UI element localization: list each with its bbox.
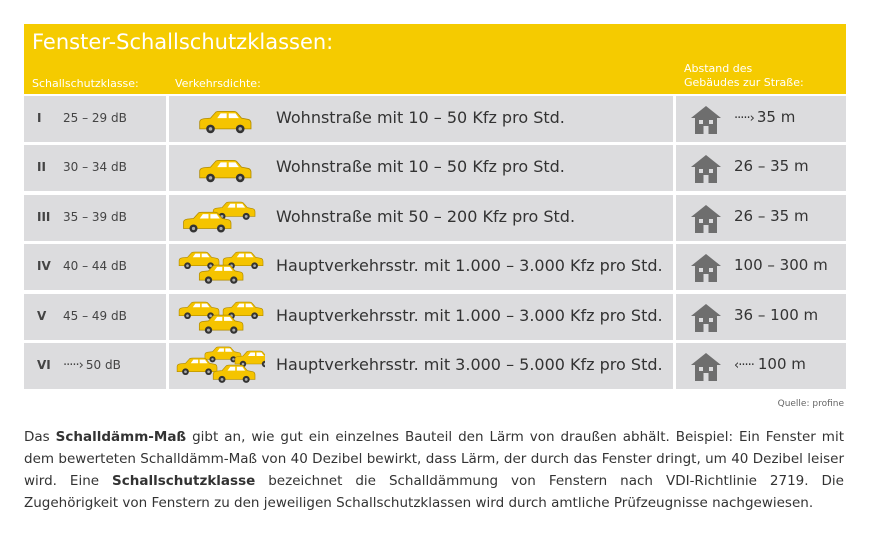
page-title: Fenster-Schallschutzklassen: [32,30,334,54]
class-cell [24,96,166,142]
car-icon [175,296,265,338]
traffic-cell [169,96,673,142]
car-icon [175,98,265,140]
table-row [24,294,846,340]
decibel-value: 40 – 44 dB [63,259,127,274]
column-header-distance [684,62,804,90]
traffic-cell [169,145,673,191]
distance-cell [676,96,846,142]
description-text [24,426,844,514]
column-header-traffic: Verkehrsdichte: [175,77,261,90]
car-icon [175,345,265,387]
distance-value: 26 – 35 m [734,157,809,176]
source-note: Quelle: profine [777,399,844,409]
decibel-value: 30 – 34 dB [63,160,127,175]
traffic-density: Wohnstraße mit 50 – 200 Kfz pro Std. [276,206,576,226]
table-row [24,145,846,191]
distance-range [734,207,809,225]
description-segment: bezeichnet die Schalldämmung von Fenstern nach VDI-Richtlinie 2719. Die Zugehörigkeit von Fenstern zu den jeweiligen Schallschutzklassen wird durch amtliche Prüfzeugnisse nachgewiesen. [24,473,844,511]
distance-range [734,157,809,175]
traffic-cell [169,294,673,340]
description-segment: gibt an, wie gut ein einzelnes Bauteil den Lärm von draußen abhält. Beispiel: Ein Fenster mit dem bewerteten Schalldämm-Maß von 40 Dezibel bewirkt, dass Lärm, der durch das Fenster dringt, um 40 Dezibel leiser wird. Eine [24,429,845,489]
distance-cell [676,195,846,241]
class-cell [24,343,166,389]
description-term: Schalldämm-Maß [55,429,187,445]
column-header-distance-line1: Abstand des [684,62,753,75]
house-icon [690,154,722,184]
table-row [24,96,846,142]
class-numeral: V [37,308,47,323]
decibel-range [63,358,121,373]
traffic-density: Hauptverkehrsstr. mit 1.000 – 3.000 Kfz pro Std. [276,256,663,276]
distance-range [734,108,795,126]
class-cell [24,244,166,290]
decibel-range [63,259,127,273]
house-icon [690,105,722,135]
decibel-value: 35 – 39 dB [63,209,127,224]
description-segment: Das [24,429,56,445]
house-icon [690,303,722,333]
distance-value: 36 – 100 m [734,305,819,324]
traffic-density: Wohnstraße mit 10 – 50 Kfz pro Std. [276,108,565,127]
traffic-density: Hauptverkehrsstr. mit 3.000 – 5.000 Kfz pro Std. [276,355,663,374]
arrow-left-icon: ‹····· [734,358,754,373]
traffic-density: Hauptverkehrsstr. mit 1.000 – 3.000 Kfz pro Std. [276,305,663,325]
table-row [24,244,846,290]
table-row [24,343,846,389]
distance-range [734,256,828,274]
arrow-right-icon: ·····› [734,111,754,126]
distance-value: 100 – 300 m [734,256,828,275]
arrow-right-icon: ·····› [63,358,83,373]
traffic-cell [169,343,673,389]
decibel-value: 45 – 49 dB [63,308,127,323]
class-cell [24,294,166,340]
distance-cell [676,343,846,389]
house-icon [690,204,722,234]
description-term: Schallschutzklasse [112,473,256,489]
house-icon [690,352,722,382]
traffic-cell [169,195,673,241]
decibel-value: 25 – 29 dB [63,111,127,125]
car-icon [175,147,265,189]
decibel-range [63,210,127,224]
distance-value: 35 m [756,108,796,126]
class-numeral: III [37,209,51,224]
decibel-range [63,160,127,174]
decibel-range [63,309,127,323]
decibel-range [63,111,127,125]
class-numeral: IV [37,259,51,274]
distance-value: 100 m [757,355,806,373]
class-numeral: II [37,160,46,175]
table-header [24,24,846,94]
traffic-cell [169,244,673,290]
decibel-value: 50 dB [85,358,121,372]
distance-range [734,306,818,324]
class-numeral: I [37,111,42,125]
class-numeral: VI [37,358,51,372]
distance-range [734,355,806,373]
table-row [24,195,846,241]
column-header-class: Schallschutzklasse: [32,77,139,90]
class-cell [24,145,166,191]
column-header-distance-line2: Gebäudes zur Straße: [684,76,804,89]
house-icon [690,253,722,283]
distance-value: 26 – 35 m [734,206,809,225]
distance-cell [676,244,846,290]
car-icon [175,246,265,288]
traffic-density: Wohnstraße mit 10 – 50 Kfz pro Std. [276,157,565,177]
class-cell [24,195,166,241]
distance-cell [676,294,846,340]
car-icon [175,197,265,239]
distance-cell [676,145,846,191]
